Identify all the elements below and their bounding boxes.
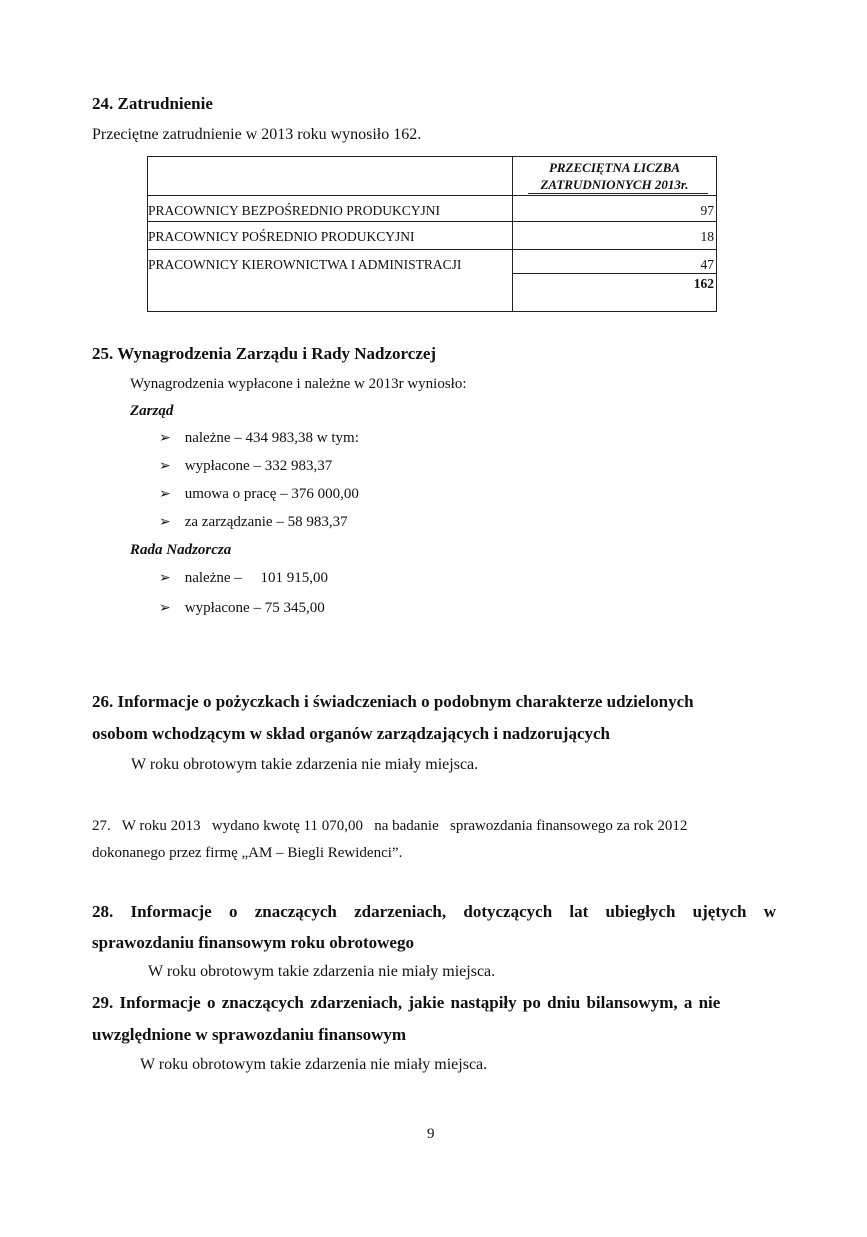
table-row-label: PRACOWNICY KIEROWNICTWA I ADMINISTRACJI xyxy=(148,257,462,272)
section-27-line2: dokonanego przez firmę „AM – Biegli Rewidenci”. xyxy=(92,845,403,861)
list-item-text: umowa o pracę – 376 000,00 xyxy=(184,486,359,502)
section-27-line1: 27. W roku 2013 wydano kwotę 11 070,00 na badanie sprawozdania finansowego za rok 2012 xyxy=(92,818,688,834)
table-row xyxy=(148,195,716,196)
list-item xyxy=(159,430,359,447)
section-26-title-line2: osobom wchodzącym w skład organów zarządzających i nadzorujących xyxy=(92,724,610,743)
table-row-value: 18 xyxy=(700,229,714,244)
section-26-title-line1: 26. Informacje o pożyczkach i świadczeniach o podobnym charakterze udzielonych xyxy=(92,692,694,711)
table-row-value: 47 xyxy=(700,257,714,272)
section-29-title-line2: uwzględnione w sprawozdaniu finansowym xyxy=(92,1025,407,1044)
list-item xyxy=(159,486,359,503)
table-header xyxy=(513,159,716,193)
list-item-text: wypłacone – 75 345,00 xyxy=(184,600,325,616)
list-item-text: należne – 101 915,00 xyxy=(184,570,329,586)
section-25-title: 25. Wynagrodzenia Zarządu i Rady Nadzorczej xyxy=(92,344,437,363)
list-item-text: wypłacone – 332 983,37 xyxy=(184,458,333,474)
table-row-value: 97 xyxy=(700,203,714,218)
zarzad-label: Zarząd xyxy=(130,403,174,419)
section-24-title: 24. Zatrudnienie xyxy=(92,94,213,113)
page-number: 9 xyxy=(427,1126,435,1142)
section-25-intro: Wynagrodzenia wypłacone i należne w 2013r wyniosło: xyxy=(130,376,467,392)
table-header-line2: ZATRUDNIONYCH 2013r. xyxy=(540,177,689,192)
arrow-bullet-icon: ➢ xyxy=(159,515,171,530)
list-item xyxy=(159,458,332,475)
table-row xyxy=(148,249,716,250)
section-26-body: W roku obrotowym takie zdarzenia nie miały miejsca. xyxy=(131,756,479,773)
section-28-title-line1: 28. Informacje o znaczących zdarzeniach, dotyczących lat ubiegłych ujętych w xyxy=(92,902,777,921)
list-item xyxy=(159,600,325,617)
table-row xyxy=(148,221,716,222)
employment-table xyxy=(147,156,717,312)
table-row-label: PRACOWNICY BEZPOŚREDNIO PRODUKCYJNI xyxy=(148,203,441,218)
section-28-title-line2: sprawozdaniu finansowym roku obrotowego xyxy=(92,933,414,952)
arrow-bullet-icon: ➢ xyxy=(159,571,171,586)
table-header-line1: PRZECIĘTNA LICZBA xyxy=(548,160,681,175)
section-24-intro: Przeciętne zatrudnienie w 2013 roku wynosiło 162. xyxy=(92,126,422,143)
section-29-title-line1: 29. Informacje o znaczących zdarzeniach, jakie nastąpiły po dniu bilansowym, a nie xyxy=(92,993,721,1012)
arrow-bullet-icon: ➢ xyxy=(159,459,171,474)
arrow-bullet-icon: ➢ xyxy=(159,431,171,446)
list-item-text: należne – 434 983,38 w tym: xyxy=(184,430,359,446)
list-item xyxy=(159,570,328,587)
list-item xyxy=(159,514,348,531)
arrow-bullet-icon: ➢ xyxy=(159,601,171,616)
section-29-body: W roku obrotowym takie zdarzenia nie miały miejsca. xyxy=(140,1056,488,1073)
table-total-value: 162 xyxy=(693,276,714,291)
table-row-label: PRACOWNICY POŚREDNIO PRODUKCYJNI xyxy=(148,229,415,244)
arrow-bullet-icon: ➢ xyxy=(159,487,171,502)
list-item-text: za zarządzanie – 58 983,37 xyxy=(184,514,348,530)
section-28-body: W roku obrotowym takie zdarzenia nie miały miejsca. xyxy=(148,963,496,980)
header-underline xyxy=(528,193,708,194)
table-row xyxy=(513,273,716,274)
rada-label: Rada Nadzorcza xyxy=(130,542,232,558)
